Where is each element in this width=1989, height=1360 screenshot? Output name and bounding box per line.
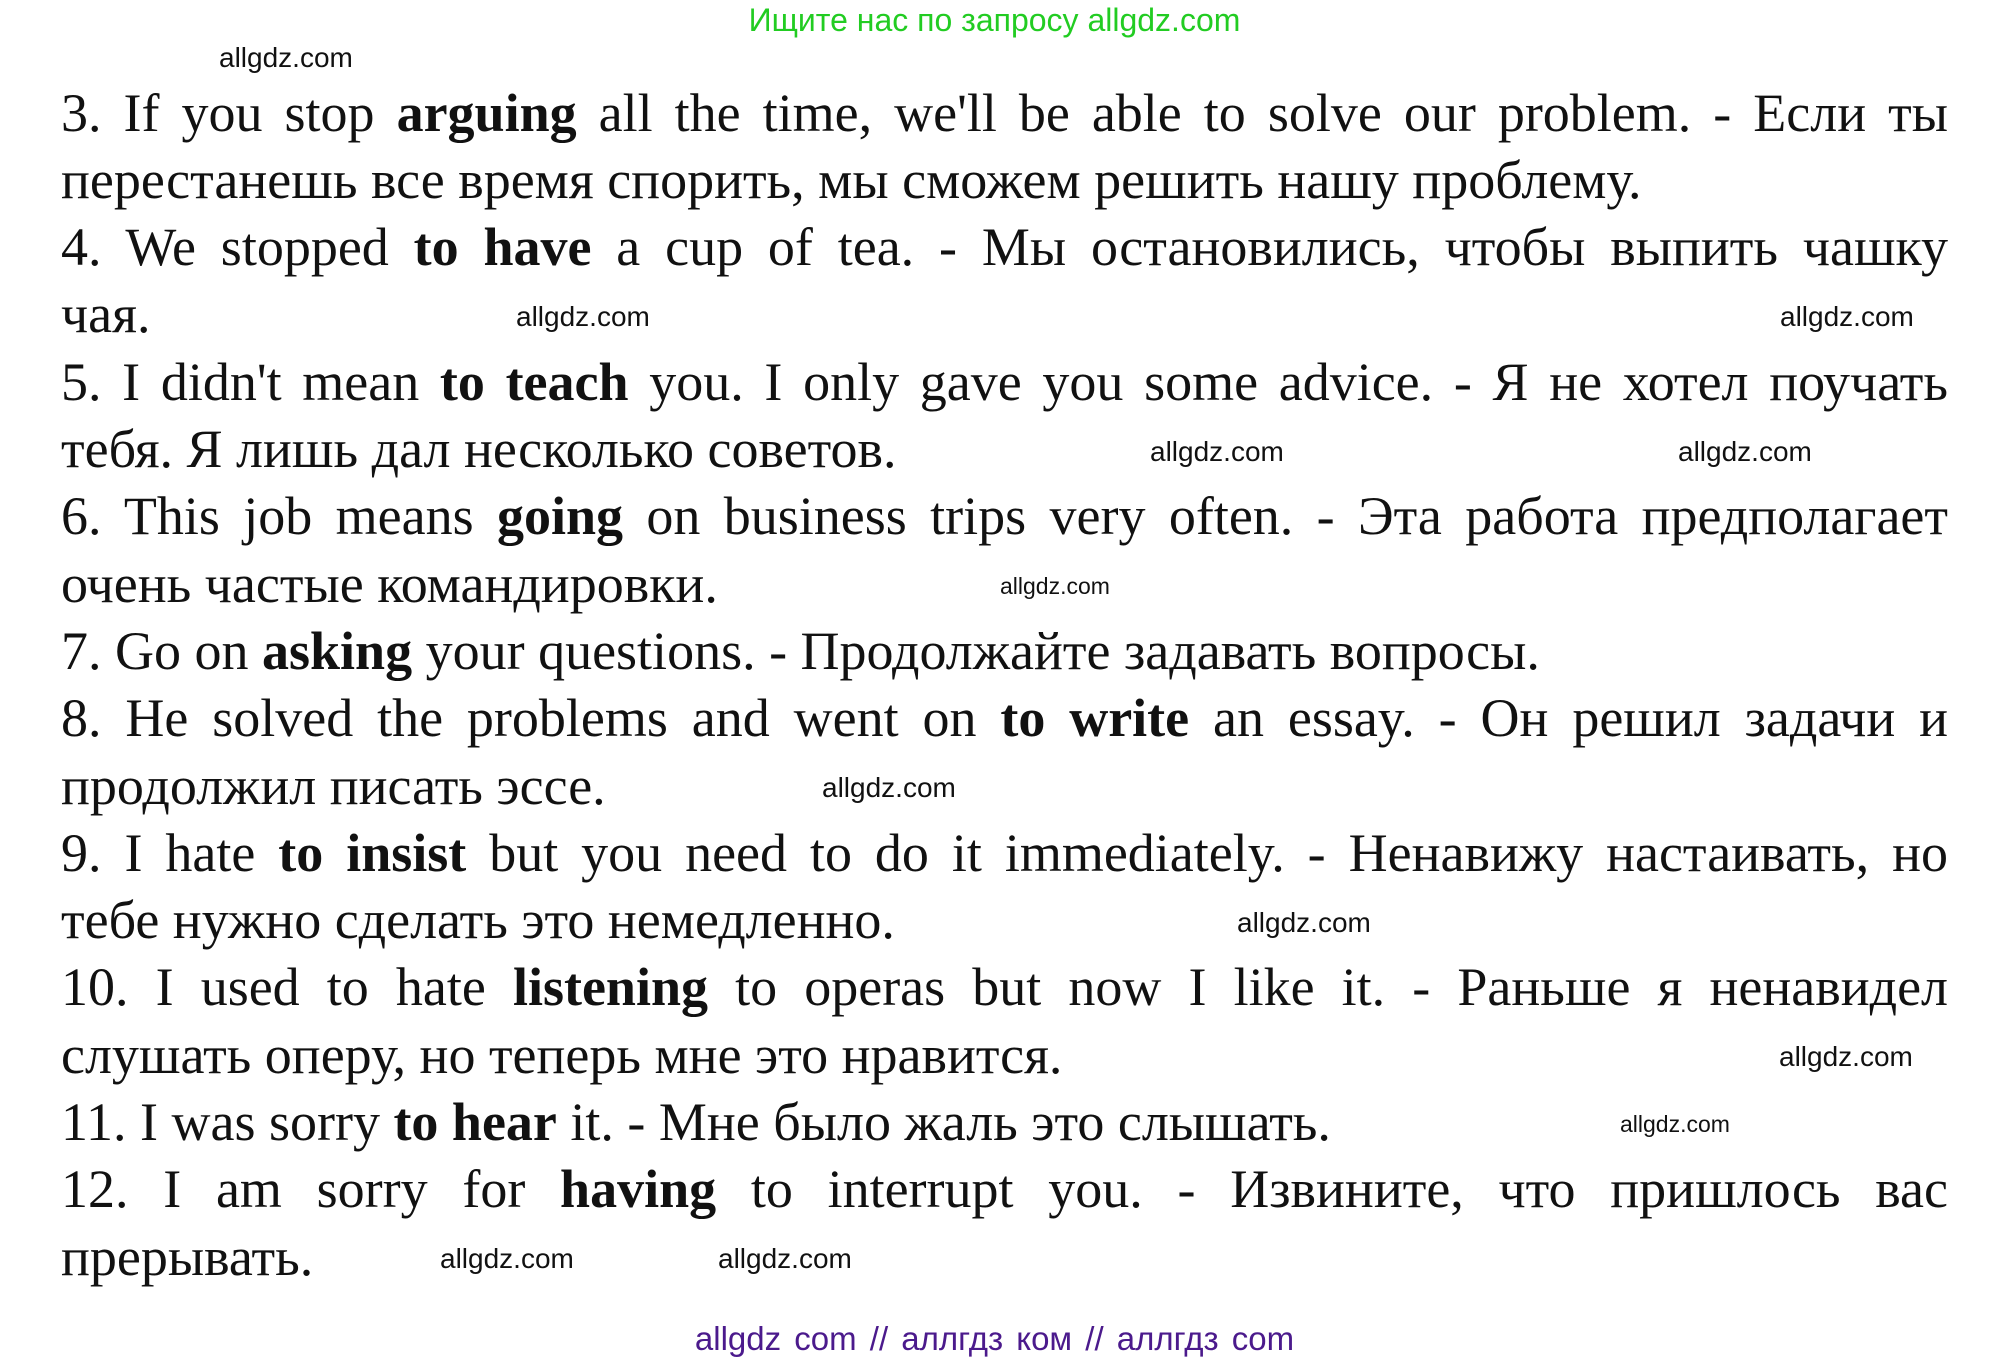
watermark: allgdz.com (516, 301, 650, 332)
footer-links: allgdz com // аллгдз ком // аллгдз com (694, 1320, 1295, 1357)
text-segment: 12. I am sorry for (61, 1159, 561, 1220)
watermark: allgdz.com (1678, 436, 1812, 467)
text-line (61, 755, 1948, 822)
text-line (61, 1226, 1948, 1293)
text-segment: 7. Go on (61, 620, 262, 681)
highlighted-verb: to hear (393, 1092, 557, 1152)
highlighted-verb: to have (413, 217, 592, 278)
text-line (61, 1158, 1948, 1225)
text-segment: 9. I hate (61, 822, 279, 883)
text-segment: all the time, we'll be able to solve our problem. - Если ты (576, 82, 1949, 143)
text-segment: 10. I used to hate (61, 957, 513, 1018)
text-segment: продолжил писать эссе. (61, 755, 606, 816)
text-line (61, 956, 1948, 1023)
text-segment: you. I only gave you some advice. - Я не хотел поучать (628, 351, 1948, 412)
highlighted-verb: to insist (278, 822, 467, 883)
highlighted-verb: arguing (396, 82, 577, 143)
watermark: allgdz.com (440, 1243, 574, 1274)
highlighted-verb: to teach (439, 351, 629, 412)
text-segment: to operas but now I like it. - Раньше я ненавидел (708, 957, 1949, 1018)
text-segment: a cup of tea. - Мы остановились, чтобы выпить чашку (591, 217, 1949, 278)
text-segment: to interrupt you. - Извините, что пришлось вас (716, 1159, 1948, 1220)
text-line (61, 351, 1948, 418)
text-segment: слушать оперу, но теперь мне это нравится. (61, 1024, 1063, 1085)
highlighted-verb: having (560, 1159, 717, 1220)
text-line (61, 216, 1948, 283)
text-segment: 6. This job means (61, 486, 497, 547)
watermark: allgdz.com (822, 772, 956, 803)
text-segment: on business trips very often. - Эта работа предполагает (623, 486, 1948, 547)
text-segment: but you need to do it immediately. - Ненавижу настаивать, но (466, 822, 1948, 883)
watermark: allgdz.com (219, 42, 353, 73)
watermark: allgdz.com (718, 1243, 852, 1274)
text-line (61, 82, 1948, 149)
watermark: allgdz.com (1150, 436, 1284, 467)
text-line (61, 687, 1948, 754)
search-banner: Ищите нас по запросу allgdz.com (748, 2, 1241, 38)
text-segment: 8. He solved the problems and went on (61, 688, 1001, 749)
text-line (61, 485, 1948, 552)
highlighted-verb: listening (512, 957, 708, 1018)
text-segment: 11. I was sorry (61, 1092, 394, 1152)
text-line (61, 283, 1948, 350)
text-segment: your questions. - Продолжайте задавать вопросы. (412, 620, 1540, 681)
text-line (61, 620, 1948, 687)
highlighted-verb: asking (262, 620, 413, 681)
text-segment: 4. We stopped (61, 217, 414, 278)
text-line (61, 149, 1948, 216)
text-line (61, 822, 1948, 889)
text-segment: прерывать. (61, 1226, 314, 1287)
text-line (61, 1024, 1948, 1091)
watermark: allgdz.com (1000, 573, 1110, 599)
text-segment: очень частые командировки. (61, 553, 718, 614)
text-segment: тебе нужно сделать это немедленно. (61, 890, 895, 951)
text-segment: it. - Мне было жаль это слышать. (556, 1092, 1331, 1152)
text-line (61, 889, 1948, 956)
text-line (61, 418, 1948, 485)
highlighted-verb: to write (1000, 688, 1190, 749)
watermark: allgdz.com (1237, 907, 1371, 938)
text-segment: чая. (61, 284, 151, 345)
watermark: allgdz.com (1620, 1111, 1730, 1137)
watermark: allgdz.com (1780, 301, 1914, 332)
text-segment: 5. I didn't mean (61, 351, 440, 412)
text-segment: 3. If you stop (61, 82, 397, 143)
watermark: allgdz.com (1779, 1041, 1913, 1072)
text-segment: тебя. Я лишь дал несколько советов. (61, 419, 897, 479)
text-segment: перестанешь все время спорить, мы сможем решить нашу проблему. (61, 149, 1642, 210)
highlighted-verb: going (496, 486, 624, 547)
text-segment: an essay. - Он решил задачи и (1189, 688, 1948, 749)
